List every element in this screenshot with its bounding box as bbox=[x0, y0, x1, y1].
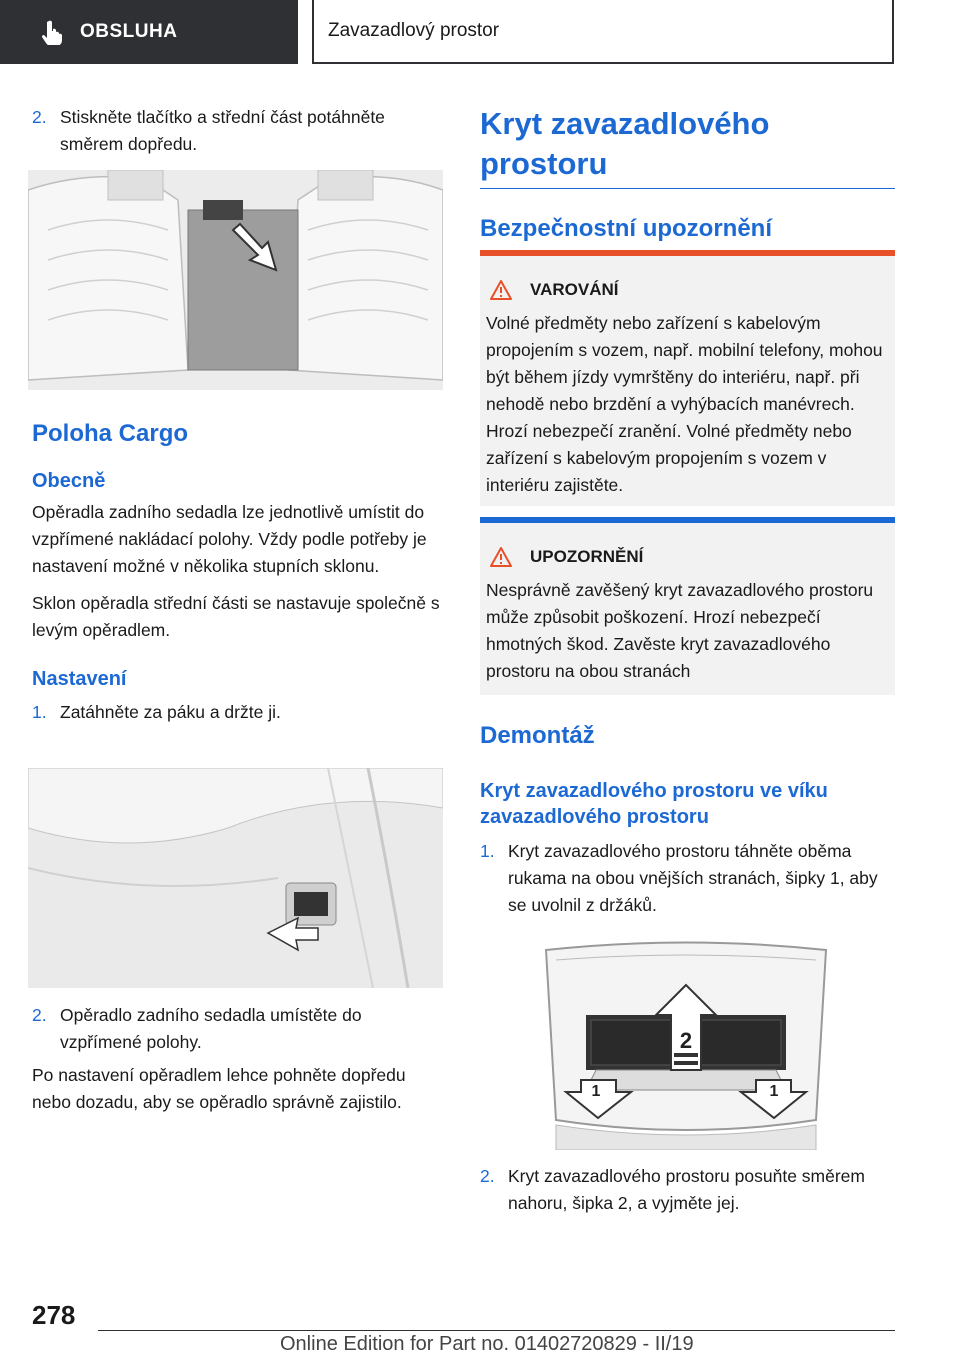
notice-label: UPOZORNĚNÍ bbox=[530, 547, 644, 566]
heading-rule bbox=[480, 188, 895, 189]
step-item bbox=[32, 1002, 443, 1056]
notice-header bbox=[490, 547, 895, 567]
section-title: Zavazadlový prostor bbox=[328, 20, 500, 41]
step-number: 1. bbox=[480, 841, 495, 861]
page-number: 278 bbox=[32, 1300, 76, 1330]
rear-seat-illustration bbox=[28, 170, 443, 390]
warning-triangle-icon bbox=[490, 547, 512, 567]
left-column bbox=[32, 104, 443, 158]
notice-text: Nesprávně zavěšený kryt zavazadlového prostoru může způsobit poškození. Hrozí nebezpečí hmotných škod. Zavěste kryt zavazadlového prostoru na obou stranách bbox=[486, 580, 874, 681]
step-text: Zatáhněte za páku a držte ji. bbox=[60, 702, 281, 722]
edition-text: Online Edition for Part no. 01402720829 - II/19 bbox=[280, 1333, 694, 1355]
warning-text: Volné předměty nebo zařízení s kabelovým propojením s vozem, např. mobilní telefony, mohou být během jízdy vymrštěny do interiéru, např. při nehodě nebo brzdění a vyhýbacích manévrech. Hrozí nebezpečí zranění. Volné předměty nebo zařízení s kabelovým propojením s vozem v interiéru zajistěte. bbox=[486, 313, 883, 495]
general-heading: Obecně bbox=[32, 470, 106, 492]
warning-bar bbox=[480, 250, 895, 256]
step-text: Kryt zavazadlového prostoru posuňte směrem nahoru, šipka 2, a vyjměte jej. bbox=[508, 1166, 865, 1213]
after-adjust-paragraph: Po nastavení opěradlem lehce pohněte dopředu nebo dozadu, aby se opěradlo správně zajistilo. bbox=[32, 1065, 406, 1112]
general-paragraph-1: Opěradla zadního sedadla lze jednotlivě umístit do vzpřímené nakládací polohy. Vždy podle potřeby je nastavení možné v několika stupních sklonu. bbox=[32, 502, 427, 576]
setting-continued bbox=[32, 1002, 443, 1116]
warning-label: VAROVÁNÍ bbox=[530, 280, 619, 299]
notice-box bbox=[480, 517, 895, 695]
step-text: Opěradlo zadního sedadla umístěte do vzpřímené polohy. bbox=[60, 1005, 362, 1052]
chapter-label: OBSLUHA bbox=[80, 21, 178, 42]
chapter-tab[interactable] bbox=[0, 0, 298, 64]
setting-heading: Nastavení bbox=[32, 668, 127, 690]
removal-section bbox=[480, 722, 895, 919]
removal-heading: Demontáž bbox=[480, 722, 595, 749]
step-text: Kryt zavazadlového prostoru táhněte oběma rukama na obou vnějších stranách, šipky 1, aby se uvolnil z držáků. bbox=[508, 841, 878, 915]
cargo-heading: Poloha Cargo bbox=[32, 420, 189, 447]
trunk-cover-figure bbox=[536, 940, 836, 1150]
step-number: 1. bbox=[32, 702, 47, 722]
arrow-label-1b: 1 bbox=[769, 1083, 779, 1100]
removal-subheading: Kryt zavazadlového prostoru ve víku zavazadlového prostoru bbox=[480, 780, 828, 828]
warning-triangle-icon bbox=[490, 280, 512, 300]
section-header bbox=[312, 0, 894, 64]
warning-header bbox=[490, 280, 895, 300]
safety-heading: Bezpečnostní upozornění bbox=[480, 215, 773, 242]
lever-figure bbox=[28, 768, 443, 988]
general-paragraph-2: Sklon opěradla střední části se nastavuje společně s levým opěradlem. bbox=[32, 593, 440, 640]
warning-box bbox=[480, 250, 895, 506]
step-text: Stiskněte tlačítko a střední část potáhněte směrem dopředu. bbox=[60, 107, 385, 154]
footer-rule bbox=[98, 1330, 895, 1331]
arrow-label-2: 2 bbox=[679, 1028, 693, 1053]
removal-continued bbox=[480, 1163, 895, 1217]
step-number: 2. bbox=[480, 1166, 495, 1186]
step-item bbox=[480, 1163, 895, 1217]
right-column bbox=[480, 104, 895, 243]
cover-heading: Kryt zavazadlového prostoru bbox=[480, 106, 770, 181]
cargo-section bbox=[32, 420, 443, 726]
step-number: 2. bbox=[32, 1005, 47, 1025]
hand-pointer-icon bbox=[40, 19, 66, 45]
step-item bbox=[32, 104, 443, 158]
step-item bbox=[32, 699, 443, 726]
trunk-cover-illustration bbox=[536, 940, 836, 1150]
step-number: 2. bbox=[32, 107, 47, 127]
step-item bbox=[480, 838, 895, 919]
arrow-label-1a: 1 bbox=[591, 1083, 601, 1100]
lever-illustration bbox=[28, 768, 443, 988]
rear-seat-figure bbox=[28, 170, 443, 390]
notice-bar bbox=[480, 517, 895, 523]
